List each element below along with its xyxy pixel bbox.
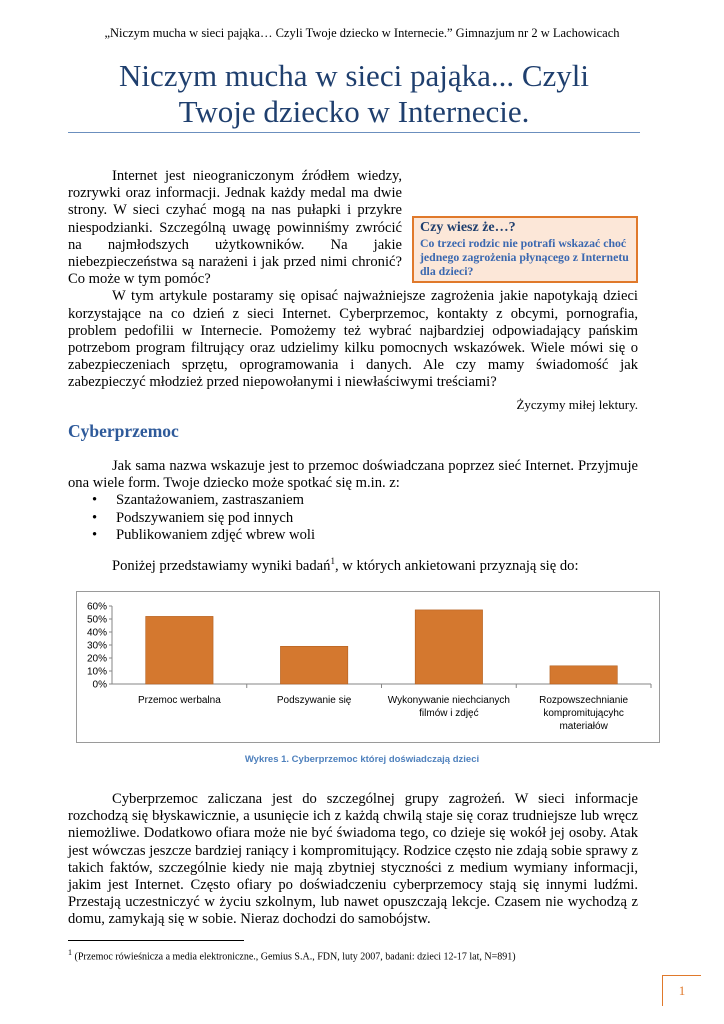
x-tick-label-line: Wykonywanie niechcianych [387, 695, 510, 706]
footnote [68, 948, 628, 962]
bar-chart [77, 592, 659, 742]
x-tick-label-line: kompromitującyhc [543, 708, 624, 719]
footnote-text: (Przemoc rówieśnicza a media elektroniczne., Gemius S.A., FDN, luty 2007, badani: dzieci 12-17 lat, N=891) [74, 951, 516, 963]
x-tick-label-line: filmów i zdjęć [419, 708, 479, 719]
sidebar-title: Czy wiesz że…? [420, 220, 516, 235]
y-tick-label: 60% [86, 601, 107, 613]
chart-frame [76, 591, 660, 743]
body-paragraph: Cyberprzemoc zaliczana jest do szczególnej grupy zagrożeń. W sieci informacje rozchodzą się błyskawicznie, a usunięcie ich z każdą chwilą staje się coraz trudniejsze lub wręcz niemożliwe. Dodatkowo ofiara może nie być świadoma tego, co dzieje się wokół jej osoby. Atak jest wówczas jeszcze bardziej raniący i kompromitujący. Rodzice często nie zdają sobie sprawy z takich faktów, szczególnie kiedy nie mają zbytniej styczności z medium wymiany informacji, jakim jest Internet. Często ofiary po doświadczeniu cyberprzemocy stają się innymi ludźmi. Przestają uczestniczyć w życiu szkolnym, lub nawet opuszczają lekcje. Czasem nie wychodzą z domu, zamykają się w sobie. Nieraz dochodzi do samobójstw. [68, 791, 638, 928]
x-tick-label [138, 695, 221, 706]
chart-caption: Wykres 1. Cyberprzemoc której doświadczają dzieci [244, 754, 480, 765]
list-item [92, 492, 638, 509]
title-divider [68, 132, 640, 133]
list-item [92, 526, 638, 544]
intro-paragraph-2: W tym artykule postaramy się opisać najważniejsze zagrożenia jakie napotykają dzieci korzystające na co dzień z sieci Internet. Cyberprzemoc, kontakty z obcymi, pornografia, problem pedofilii w Internecie. Pomożemy też wybrać najbardziej odpowiadający pańskim potrzebom program filtrujący oraz udzielimy kilku pomocnych wskazówek. Wiele mówi się o zabezpieczeniach sprzętu, oprogramowania i danych. Ale czy mamy świadomość jak zabezpieczyć młodzież przed niepowołanymi i niewłaściwymi treściami? [68, 288, 638, 391]
page-number: 1 [678, 983, 686, 998]
list-item [92, 509, 638, 527]
bullet-icon: • [92, 492, 98, 509]
bar [415, 610, 482, 684]
page-title-line-1: Niczym mucha w sieci pająka... Czyli [118, 58, 589, 93]
cyber-section [68, 458, 638, 575]
y-tick-label: 10% [86, 666, 107, 678]
page-title-line-2: Twoje dziecko w Internecie. [178, 94, 530, 129]
bar [146, 616, 213, 684]
bullet-icon: • [92, 509, 98, 526]
section-heading-cyberprzemoc: Cyberprzemoc [68, 421, 179, 441]
y-tick-label: 40% [86, 627, 107, 639]
x-tick-label-line: Przemoc werbalna [137, 695, 221, 706]
list-item-text: Podszywaniem się pod innych [116, 509, 294, 526]
y-tick-label: 50% [86, 614, 107, 626]
bar [550, 666, 617, 684]
intro-paragraph-1-text: Internet jest nieograniczonym źródłem wiedzy, rozrywki oraz informacji. Jednak każdy medal ma dwie strony. W sieci czyhać mogą na nas pułapki i przykre niespodzianki. Szczególną uwagę powinniśmy zwrócić na najmłodszych użytkowników. Na jakie niebezpieczeństwa są narażeni i jak przed nimi chronić? Co może w tym pomóc? [68, 168, 402, 288]
cyber-paragraph-1: Jak sama nazwa wskazuje jest to przemoc doświadczana poprzez sieć Internet. Przyjmuje ona wiele form. Twoje dziecko może spotkać się m.in. z: [68, 458, 638, 492]
x-tick-label [388, 695, 510, 719]
x-tick-label-line: materiałów [559, 721, 608, 732]
forms-list [68, 492, 638, 544]
x-tick-label [277, 695, 352, 706]
footnote-reference[interactable]: 1 [330, 556, 335, 567]
x-tick-label [539, 695, 628, 732]
running-header: „Niczym mucha w sieci pająka… Czyli Twoje dziecko w Internecie.” Gimnazjum nr 2 w Lachowicach [104, 26, 620, 40]
cyber-paragraph-2 [68, 553, 638, 575]
x-tick-label-line: Podszywanie się [276, 695, 352, 706]
intro-section [68, 168, 638, 413]
footnote-number: 1 [68, 948, 72, 957]
y-tick-label: 30% [86, 640, 107, 652]
sidebar-box [412, 216, 638, 283]
page-title [68, 58, 640, 130]
footnote-divider [68, 940, 244, 941]
x-tick-label-line: Rozpowszechnianie [539, 695, 629, 706]
list-item-text: Publikowaniem zdjęć wbrew woli [116, 526, 315, 543]
y-tick-label: 0% [92, 679, 107, 691]
sidebar-text: Co trzeci rodzic nie potrafi wskazać choć jednego zagrożenia płynącego z Internetu dla dzieci? [420, 236, 629, 278]
y-tick-label: 20% [86, 653, 107, 665]
signoff: Życzymy miłej lektury. [516, 396, 638, 412]
cyber-paragraph-2-tail: , w których ankietowani przyznają się do: [334, 557, 579, 574]
intro-paragraph-1 [68, 168, 638, 288]
cyber-paragraph-2-text: Poniżej przedstawiamy wyniki badań [112, 557, 331, 574]
bullet-icon: • [92, 526, 98, 543]
list-item-text: Szantażowaniem, zastraszaniem [116, 492, 305, 509]
bar [280, 646, 347, 684]
